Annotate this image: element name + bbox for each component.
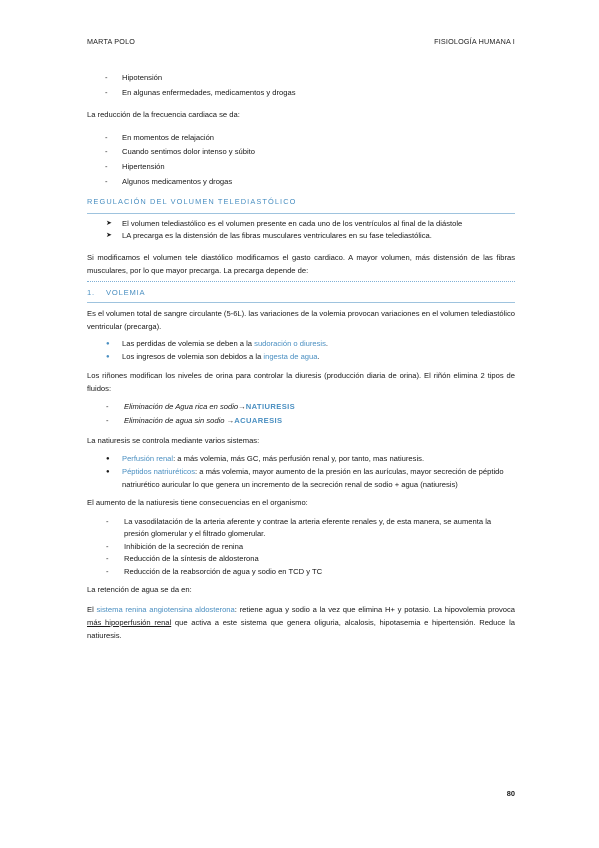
- bullet-item: ● Perfusión renal: a más volemia, más GC, más perfusión renal y, por tanto, mas natiuresis.: [87, 453, 515, 466]
- arrow-icon: →: [226, 416, 235, 426]
- paragraph: Los riñones modifican los niveles de orina para controlar la diuresis (producción diaria de orina). El riñón elimina 2 tipos de fluidos:: [87, 370, 515, 393]
- list-item: - Inhibición de la secreción de renina: [87, 541, 515, 554]
- list-item: - Reducción de la reabsorción de agua y sodio en TCD y TC: [87, 566, 515, 579]
- fluid-item: - Eliminación de Agua rica en sodio→NATIURESIS: [87, 400, 515, 415]
- subsection-number: 1.: [87, 287, 95, 297]
- list-item: - La vasodilatación de la arteria aferente y contrae la arteria eferente renales y, de esta manera, se aumenta la presión glomerular y el filtrado glomerular.: [87, 516, 515, 541]
- list-item: - En algunas enfermedades, medicamentos y drogas: [87, 86, 515, 101]
- subsection-divider: [87, 302, 515, 303]
- list-item: - Algunos medicamentos y drogas: [87, 175, 515, 190]
- paragraph: La natiuresis se controla mediante varios sistemas:: [87, 435, 260, 445]
- arrow-icon: →: [238, 401, 246, 411]
- paragraph: La retención de agua se da en:: [87, 585, 192, 595]
- subsection-title: [87, 286, 515, 301]
- header-author: MARTA POLO: [87, 37, 136, 46]
- paragraph: Si modificamos el volumen tele diastólico modificamos el gasto cardiaco. A mayor volumen, más distensión de las fibras musculares, por lo que mayor precarga. La precarga depende de:: [87, 252, 515, 275]
- bullet-item: ● Péptidos natriuréticos: a más volemia, mayor aumento de la presión en las aurículas, mayor secreción de péptido natriurético auricular lo que genera un incremento de la secreción renal de sodio + agua (natiuresis): [87, 466, 515, 491]
- bullet-item: ● Los ingresos de volemia son debidos a la ingesta de agua.: [87, 351, 515, 364]
- page-content: [87, 71, 515, 642]
- fluid-item: - Eliminación de agua sin sodio →ACUARESIS: [87, 414, 515, 429]
- paragraph: La reducción de la frecuencia cardiaca se da:: [87, 110, 240, 120]
- paragraph: El aumento de la natiuresis tiene consecuencias en el organismo:: [87, 498, 308, 508]
- arrow-list-item: ➤ El volumen telediastólico es el volumen presente en cada uno de los ventrículos al final de la diástole: [87, 218, 515, 231]
- arrow-list-item: ➤ LA precarga es la distensión de las fibras musculares ventriculares en su fase telediastólica.: [87, 230, 515, 243]
- page-number: 80: [506, 789, 515, 798]
- list-item: - Cuando sentimos dolor intenso y súbito: [87, 145, 515, 160]
- header-subject: FISIOLOGÍA HUMANA I: [434, 37, 515, 46]
- list-item: - En momentos de relajación: [87, 131, 515, 146]
- section-title: REGULACIÓN DEL VOLUMEN TELEDIASTÓLICO: [87, 197, 297, 207]
- section-divider: [87, 213, 515, 214]
- list-item: - Hipertensión: [87, 160, 515, 175]
- dotted-divider: [87, 281, 515, 282]
- subsection-label: VOLEMIA: [106, 287, 146, 297]
- list-item: - Hipotensión: [87, 71, 515, 86]
- paragraph: El sistema renina angiotensina aldosterona: retiene agua y sodio a la vez que elimina H+ y potasio. La hipovolemia provoca más hipoperfusión renal que activa a este sistema que genera oliguria, alcalosis, hipotasemia e hipertensión. Reduce la natiuresis.: [87, 604, 515, 640]
- list-item: - Reducción de la síntesis de aldosterona: [87, 553, 515, 566]
- paragraph: Es el volumen total de sangre circulante (5-6L). las variaciones de la volemia provocan variaciones en el volumen telediastólico ventricular (precarga).: [87, 309, 515, 332]
- bullet-item: ● Las perdidas de volemia se deben a la sudoración o diuresis.: [87, 338, 515, 351]
